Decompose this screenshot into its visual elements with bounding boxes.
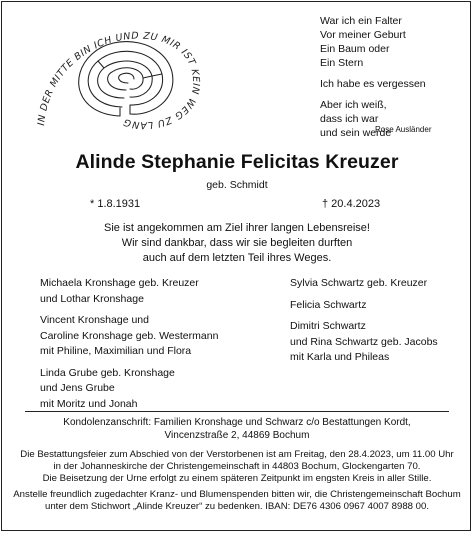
death-date: † 20.4.2023 xyxy=(322,198,381,210)
labyrinth-drawing xyxy=(30,6,210,134)
poem-line: Vor meiner Geburt xyxy=(320,29,406,41)
donation-line: Anstelle freundlich zugedachter Kranz- und Blumenspenden bitten wir, die Christengemeinschaft Bochum xyxy=(13,489,461,500)
poem-line: und sein werde xyxy=(320,127,392,139)
funeral-line: in der Johanneskirche der Christengemeinschaft in 44803 Bochum, Glockengarten 70. xyxy=(53,461,421,473)
poem xyxy=(320,14,426,140)
mourners-left xyxy=(40,276,218,412)
mourner-line: Linda Grube geb. Kronshage xyxy=(40,366,175,379)
poem-line: War ich ein Falter xyxy=(320,15,402,27)
mourner-line: Felicia Schwartz xyxy=(290,298,367,311)
donation-line: unter dem Stichwort „Alinde Kreuzer“ zu bedenken. IBAN: DE76 4306 0967 4007 8988 00. xyxy=(45,501,429,513)
mourner-line: Dimitri Schwartz xyxy=(290,320,366,332)
poem-line: Ich habe es vergessen xyxy=(320,78,426,90)
condolence-line: Vincenzstraße 2, 44869 Bochum xyxy=(164,430,310,441)
funeral-info xyxy=(0,449,474,486)
mourners-right xyxy=(290,276,438,366)
deceased-name: Alinde Stephanie Felicitas Kreuzer xyxy=(75,151,399,173)
spiral-text: IN DER MITTE BIN ICH UND ZU MIR IST KEIN WEG ZU LANG xyxy=(36,30,202,131)
condolence-line: Kondolenzanschrift: Familien Kronshage und Schwarz c/o Bestattungen Kordt, xyxy=(63,417,411,428)
poem-author: Rose Ausländer xyxy=(375,125,432,134)
mourner-line: mit Moritz und Jonah xyxy=(40,397,138,410)
mourner-line: und Jens Grube xyxy=(40,382,115,394)
mourner-line: und Lothar Kronshage xyxy=(40,292,144,305)
birth-date: * 1.8.1931 xyxy=(90,198,141,210)
mourner-line: Vincent Kronshage und xyxy=(40,314,149,326)
mourner-line: Michaela Kronshage geb. Kreuzer xyxy=(40,277,199,289)
poem-line: Ein Stern xyxy=(320,57,364,69)
birth-name: geb. Schmidt xyxy=(206,179,268,191)
mourner-line: Caroline Kronshage geb. Westermann xyxy=(40,329,219,342)
message-line: Wir sind dankbar, dass wir sie begleiten durften xyxy=(121,237,353,249)
message-line: auch auf dem letzten Teil ihres Weges. xyxy=(142,252,332,264)
funeral-line: Die Beisetzung der Urne erfolgt zu einem späteren Zeitpunkt im engsten Kreis in aller Stille. xyxy=(42,473,432,485)
mourner-line: mit Karla und Phileas xyxy=(290,351,390,363)
poem-line: Aber ich weiß, xyxy=(320,99,387,111)
divider-line xyxy=(25,411,449,412)
funeral-line: Die Bestattungsfeier zum Abschied von der Verstorbenen ist am Freitag, den 28.4.2023, um 11.00 Uhr xyxy=(20,449,454,460)
condolence-address xyxy=(0,416,474,442)
mourner-line: und Rina Schwartz geb. Jacobs xyxy=(290,335,438,348)
poem-line: dass ich war xyxy=(320,113,379,125)
poem-line: Ein Baum oder xyxy=(320,43,390,55)
farewell-message xyxy=(0,221,474,266)
mourner-line: mit Philine, Maximilian und Flora xyxy=(40,345,192,357)
donation-info xyxy=(0,489,474,513)
message-line: Sie ist angekommen am Ziel ihrer langen Lebensreise! xyxy=(104,222,370,234)
mourner-line: Sylvia Schwartz geb. Kreuzer xyxy=(290,277,428,289)
